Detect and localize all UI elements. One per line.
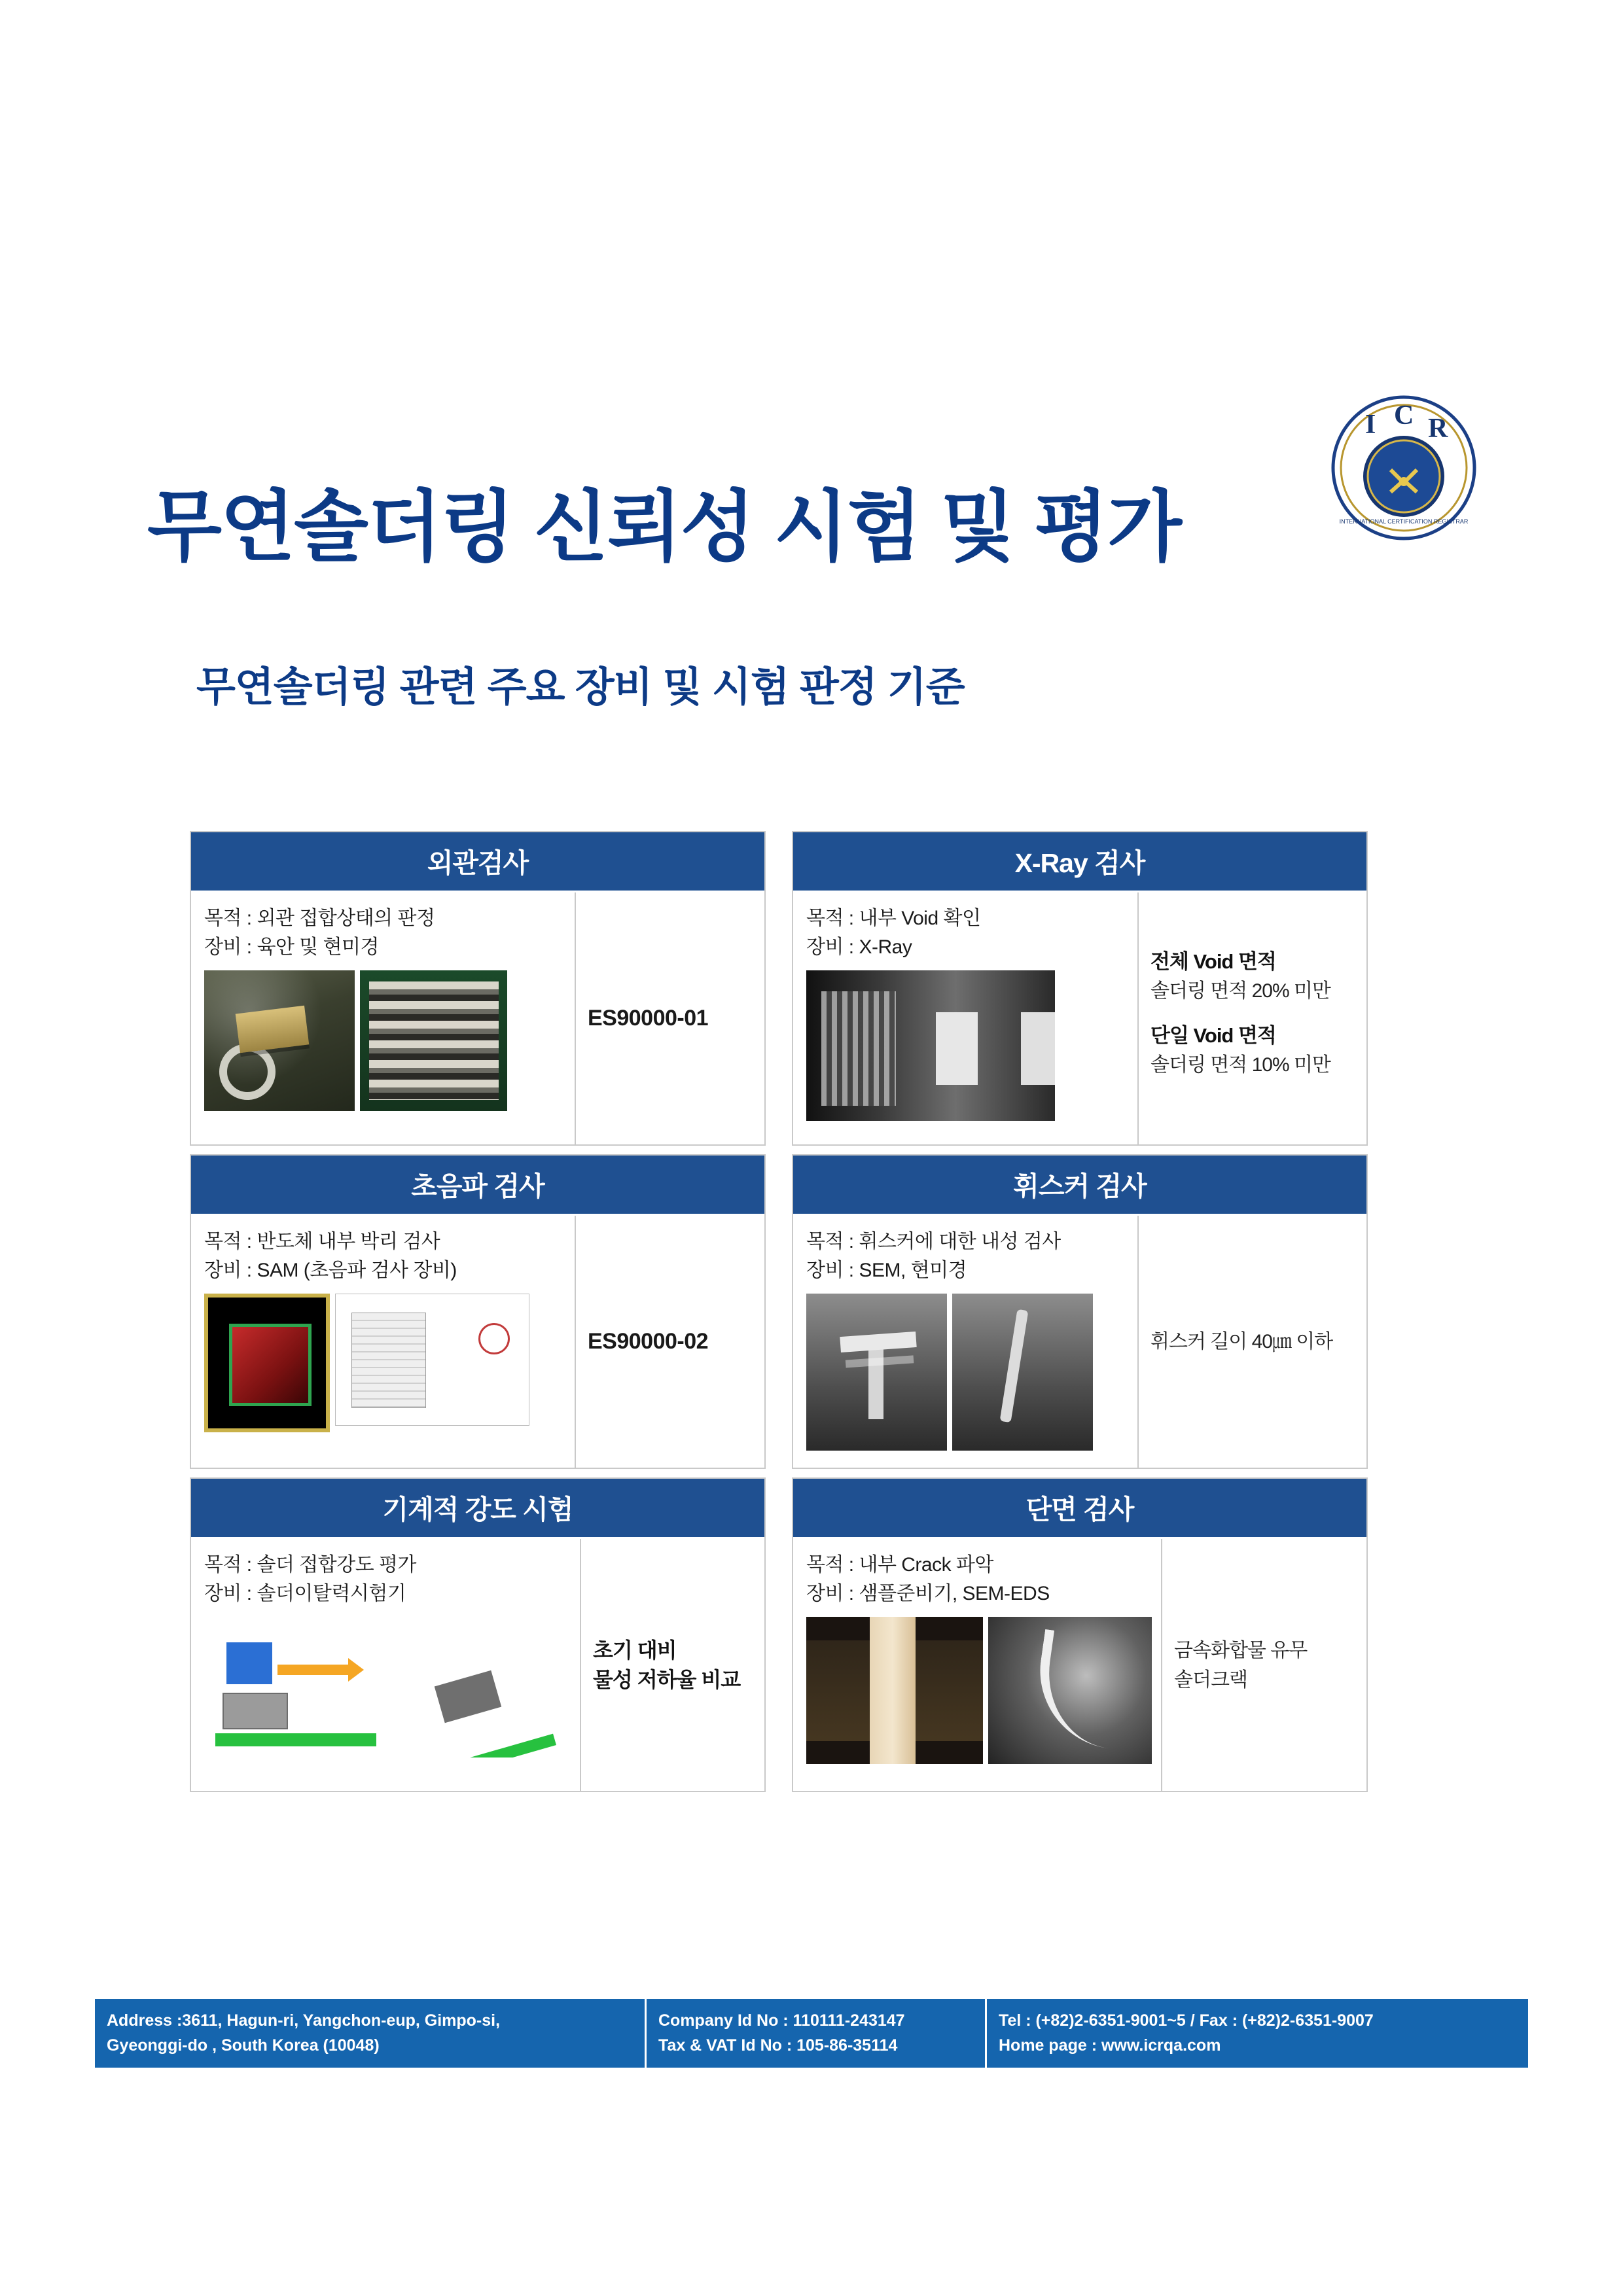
- panel-ultrasonic-inspection: [190, 1154, 766, 1469]
- result-line-1: 금속화합물 유무: [1174, 1639, 1308, 1661]
- footer-address: [95, 1999, 645, 2068]
- criteria-head: 단일 Void 면적: [1150, 1023, 1276, 1047]
- result-text: 휘스커 길이 40㎛ 이하: [1150, 1331, 1333, 1352]
- sem-crack-image-icon: [988, 1617, 1152, 1764]
- panel-body-left: [793, 892, 1137, 1144]
- page-header: [0, 196, 1623, 571]
- result-code: ES90000-02: [588, 1329, 709, 1354]
- criteria-head: 전체 Void 면적: [1150, 949, 1276, 973]
- shear-pull-test-diagram-icon: [204, 1617, 571, 1757]
- panel-figures: [806, 1617, 1152, 1784]
- xray-image-icon: [806, 970, 1055, 1121]
- icr-logo: [1329, 393, 1479, 543]
- panel-title: X-Ray 검사: [793, 832, 1366, 892]
- panel-figures: [204, 970, 565, 1138]
- panel-equipment: 장비 : 솔더이탈력시험기: [204, 1582, 406, 1604]
- footer-address-line-2: Gyeonggi-do , South Korea (10048): [107, 2036, 380, 2055]
- criteria-single-void: [1150, 1019, 1355, 1093]
- panel-purpose: 목적 : 내부 Crack 파악: [806, 1554, 993, 1576]
- panel-body-right: [575, 892, 764, 1144]
- svg-text:INTERNATIONAL CERTIFICATION RE: INTERNATIONAL CERTIFICATION REGISTRAR: [1339, 518, 1469, 525]
- panel-mechanical-strength-test: [190, 1477, 766, 1792]
- pcb-photo-icon: [204, 970, 355, 1111]
- page-title: 무연솔더링 신뢰성 시험 및 평가: [147, 484, 1181, 571]
- panel-equipment: 장비 : 육안 및 현미경: [204, 936, 380, 958]
- panel-equipment: 장비 : SEM, 현미경: [806, 1259, 967, 1281]
- panel-body-left: [793, 1216, 1137, 1468]
- panel-body-left: [191, 892, 575, 1144]
- footer-address-line-1: Address :3611, Hagun-ri, Yangchon-eup, Gimpo-si,: [107, 2011, 501, 2030]
- panel-body-left: [191, 1539, 580, 1791]
- footer-contact: [985, 1999, 1528, 2068]
- panel-title: 단면 검사: [793, 1479, 1366, 1539]
- result-line-2: 솔더크랙: [1174, 1669, 1247, 1691]
- result-line-1: 초기 대비: [593, 1638, 677, 1662]
- panel-title: 초음파 검사: [191, 1156, 764, 1216]
- page-footer: [95, 1999, 1528, 2068]
- criteria-total-void: [1150, 945, 1355, 1019]
- footer-tax-vat-id: Tax & VAT Id No : 105-86-35114: [658, 2036, 898, 2055]
- panel-purpose: 목적 : 외관 접합상태의 판정: [204, 908, 435, 929]
- result-code: ES90000-01: [588, 1006, 709, 1031]
- footer-tel-fax: Tel : (+82)2-6351-9001~5 / Fax : (+82)2-6351-9007: [999, 2011, 1374, 2030]
- footer-homepage: Home page : www.icrqa.com: [999, 2036, 1221, 2055]
- panel-cross-section-inspection: [792, 1477, 1368, 1792]
- panel-body-right: [1137, 892, 1366, 1144]
- panel-whisker-inspection: [792, 1154, 1368, 1469]
- footer-company-id: Company Id No : 110111-243147: [658, 2011, 905, 2030]
- sam-diagram-icon: [335, 1294, 529, 1426]
- panel-equipment: 장비 : X-Ray: [806, 936, 912, 958]
- inspection-panel-grid: [190, 831, 1368, 1801]
- panel-title: 외관검사: [191, 832, 764, 892]
- sem-whisker-growth-image-icon: [952, 1294, 1093, 1451]
- panel-row: [190, 831, 1368, 1146]
- panel-xray-inspection: [792, 831, 1368, 1146]
- panel-purpose: 목적 : 내부 Void 확인: [806, 908, 981, 929]
- panel-figures: [204, 1294, 565, 1461]
- panel-body-left: [793, 1539, 1161, 1791]
- panel-row: [190, 1477, 1368, 1792]
- panel-body-left: [191, 1216, 575, 1468]
- panel-equipment: 장비 : SAM (초음파 검사 장비): [204, 1259, 457, 1281]
- panel-equipment: 장비 : 샘플준비기, SEM-EDS: [806, 1582, 1050, 1604]
- panel-purpose: 목적 : 휘스커에 대한 내성 검사: [806, 1231, 1061, 1252]
- cross-section-photo-icon: [806, 1617, 983, 1764]
- svg-text:I: I: [1365, 410, 1376, 440]
- pcb-leads-photo-icon: [360, 970, 507, 1111]
- panel-visual-inspection: [190, 831, 766, 1146]
- sam-scan-image-icon: [204, 1294, 330, 1432]
- panel-body-right: [580, 1539, 764, 1791]
- sem-whisker-image-icon: [806, 1294, 947, 1451]
- panel-title: 기계적 강도 시험: [191, 1479, 764, 1539]
- panel-body-right: [1161, 1539, 1366, 1791]
- panel-figures: [204, 1617, 571, 1784]
- result-line-2: 물성 저하율 비교: [593, 1667, 741, 1691]
- panel-title: 휘스커 검사: [793, 1156, 1366, 1216]
- panel-row: [190, 1154, 1368, 1469]
- panel-body-right: [575, 1216, 764, 1468]
- panel-body-right: [1137, 1216, 1366, 1468]
- section-subtitle: 무연솔더링 관련 주요 장비 및 시험 판정 기준: [196, 665, 965, 710]
- panel-figures: [806, 970, 1128, 1138]
- svg-text:R: R: [1428, 414, 1448, 444]
- criteria-body: 솔더링 면적 10% 미만: [1150, 1053, 1330, 1076]
- footer-company-ids: [645, 1999, 985, 2068]
- panel-figures: [806, 1294, 1128, 1461]
- criteria-body: 솔더링 면적 20% 미만: [1150, 980, 1330, 1002]
- panel-purpose: 목적 : 반도체 내부 박리 검사: [204, 1231, 440, 1252]
- svg-text:C: C: [1394, 400, 1414, 431]
- panel-purpose: 목적 : 솔더 접합강도 평가: [204, 1554, 416, 1576]
